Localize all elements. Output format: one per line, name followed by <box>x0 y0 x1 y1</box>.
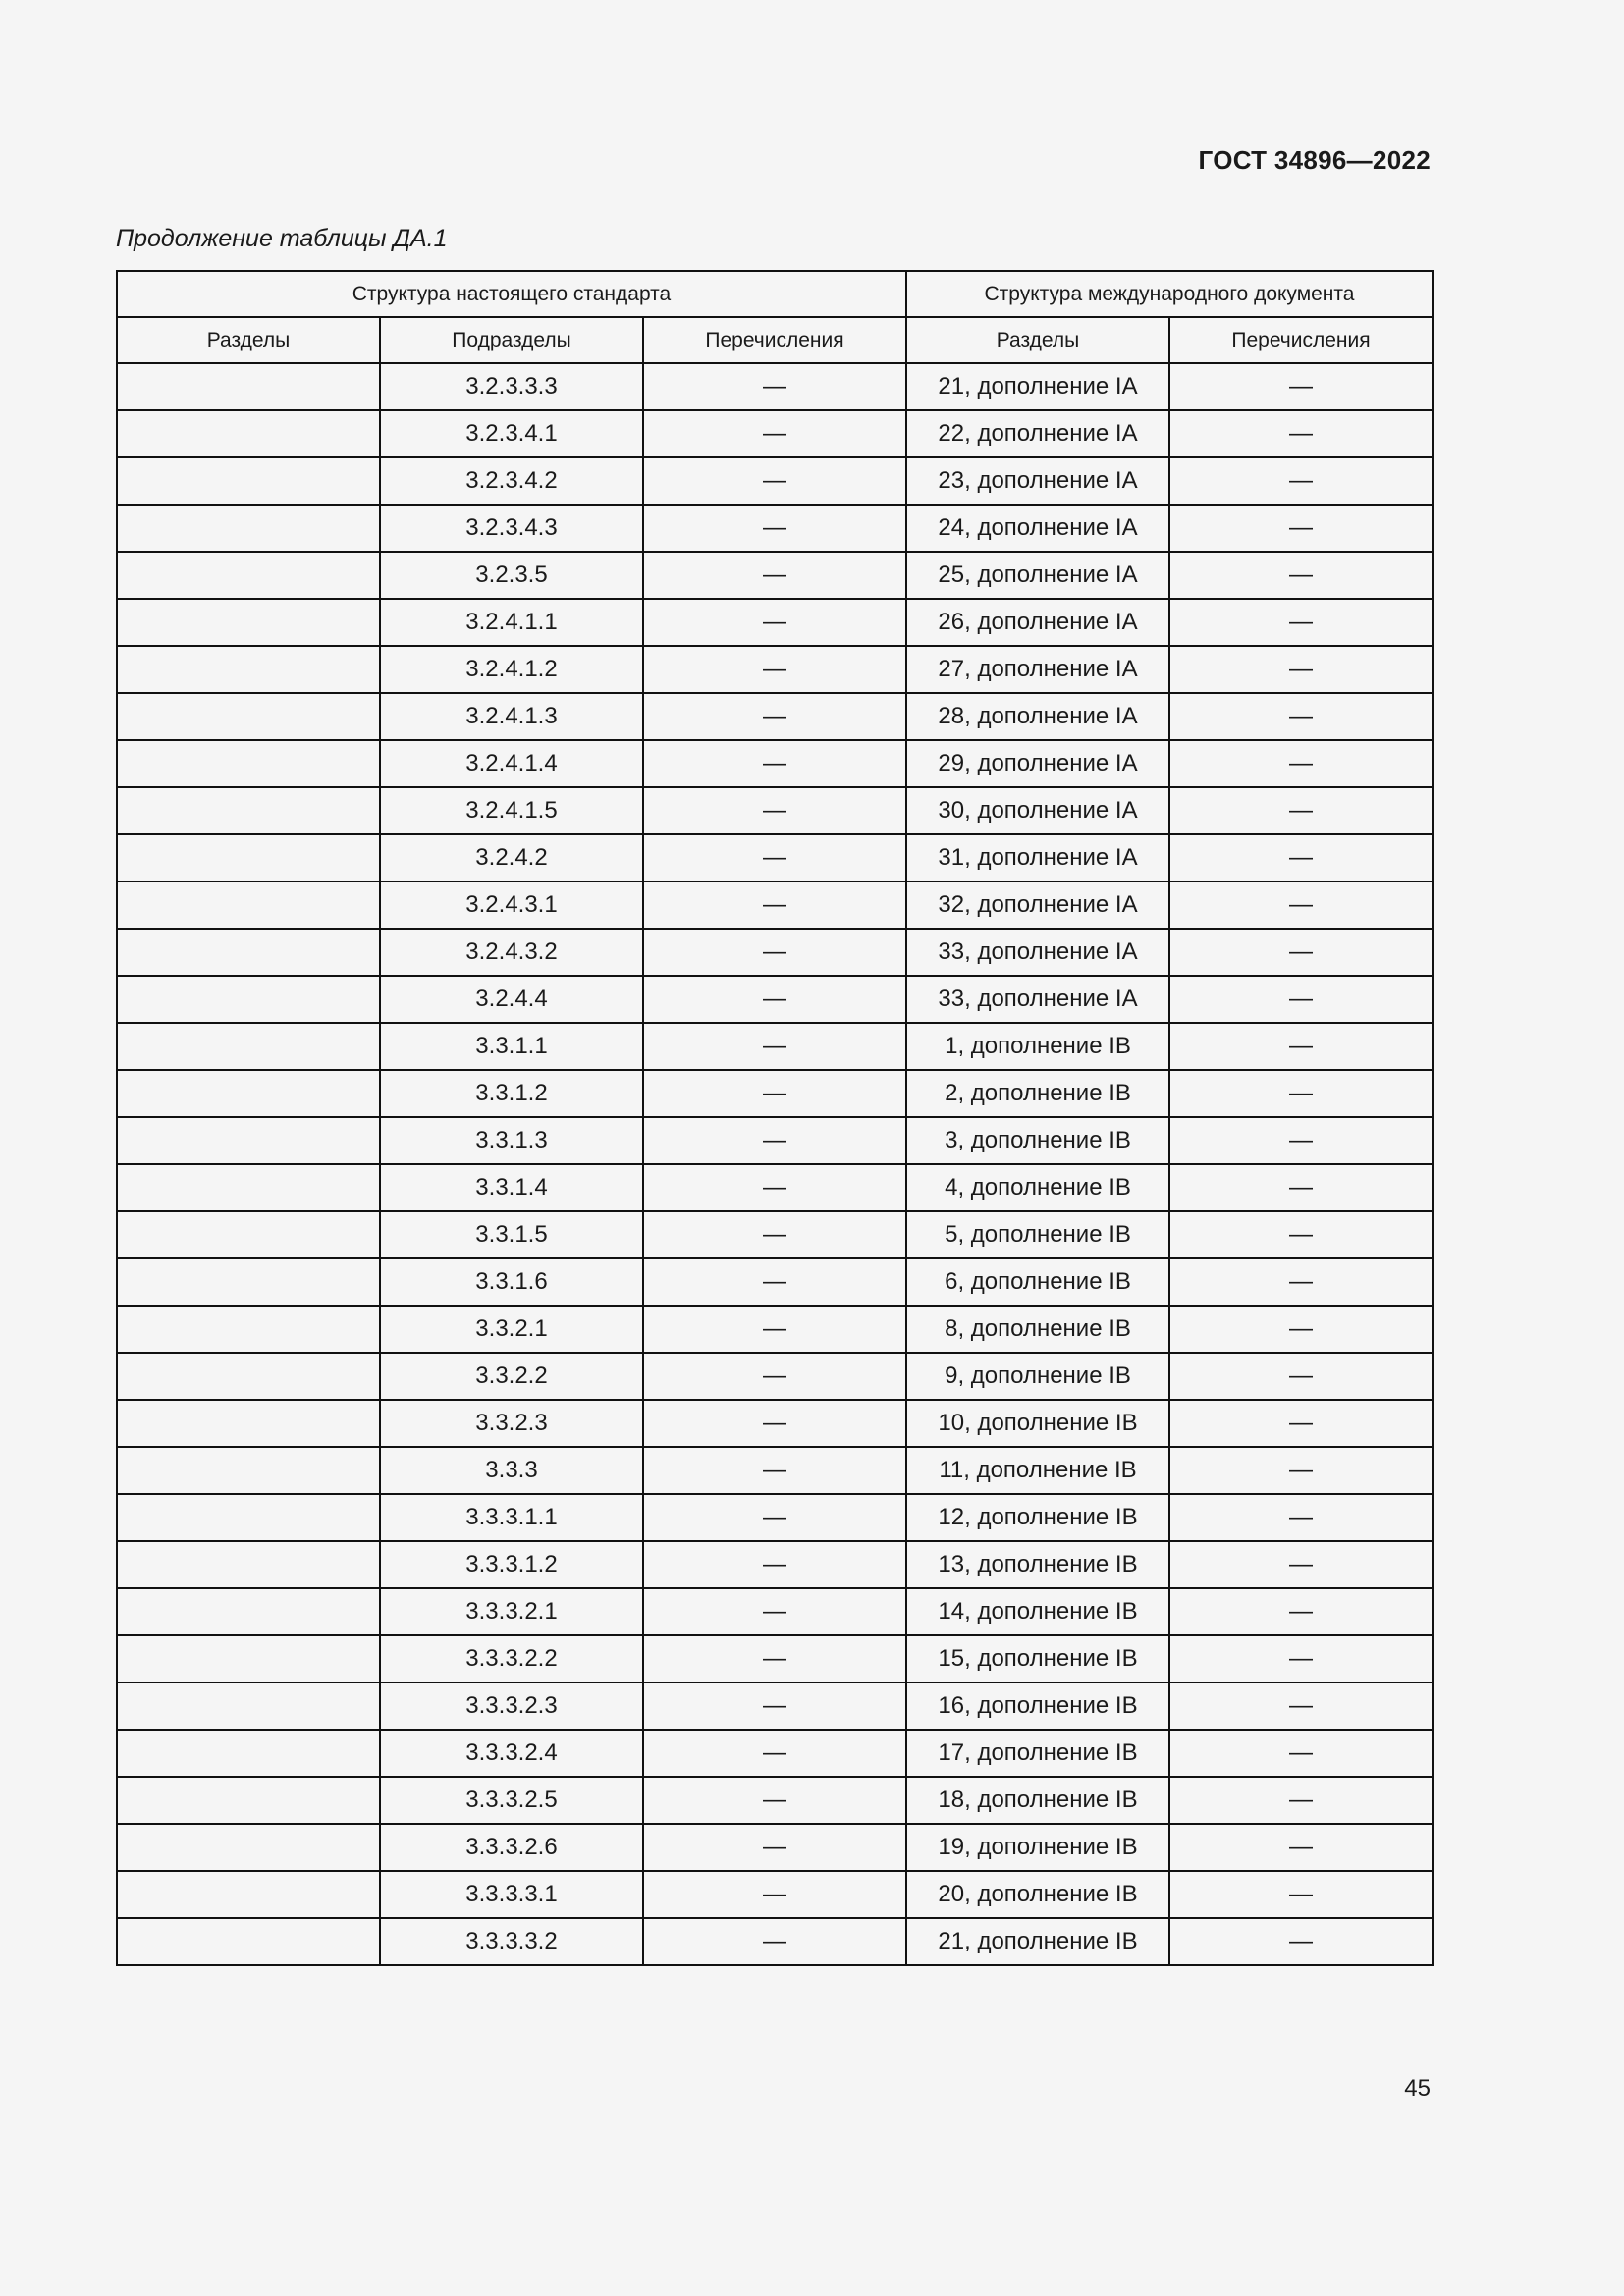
table-row <box>117 929 1433 976</box>
cell-intl-enumeration: — <box>1169 1918 1433 1965</box>
cell-intl-enumeration: — <box>1169 740 1433 787</box>
cell-intl-section: 27, дополнение IA <box>906 646 1169 693</box>
table-row <box>117 1306 1433 1353</box>
cell-enumeration: — <box>643 410 906 457</box>
cell-subsection: 3.2.4.3.2 <box>380 929 643 976</box>
cell-intl-enumeration: — <box>1169 646 1433 693</box>
table-row <box>117 505 1433 552</box>
table-row <box>117 1070 1433 1117</box>
cell-section <box>117 410 380 457</box>
cell-intl-enumeration: — <box>1169 505 1433 552</box>
cell-section <box>117 787 380 834</box>
table-row <box>117 834 1433 881</box>
cell-section <box>117 1588 380 1635</box>
table-body <box>117 363 1433 1965</box>
cell-intl-enumeration: — <box>1169 1494 1433 1541</box>
cell-enumeration: — <box>643 1306 906 1353</box>
structure-comparison-table <box>116 270 1434 1966</box>
cell-subsection: 3.2.3.3.3 <box>380 363 643 410</box>
cell-intl-section: 23, дополнение IA <box>906 457 1169 505</box>
cell-section <box>117 1023 380 1070</box>
cell-intl-enumeration: — <box>1169 787 1433 834</box>
cell-intl-section: 19, дополнение IB <box>906 1824 1169 1871</box>
cell-intl-section: 10, дополнение IB <box>906 1400 1169 1447</box>
group-header-row <box>117 271 1433 317</box>
cell-intl-enumeration: — <box>1169 1211 1433 1258</box>
cell-subsection: 3.3.2.3 <box>380 1400 643 1447</box>
cell-intl-enumeration: — <box>1169 1588 1433 1635</box>
cell-intl-enumeration: — <box>1169 1730 1433 1777</box>
cell-section <box>117 363 380 410</box>
cell-intl-section: 29, дополнение IA <box>906 740 1169 787</box>
table-row <box>117 1871 1433 1918</box>
cell-section <box>117 1824 380 1871</box>
cell-intl-section: 16, дополнение IB <box>906 1682 1169 1730</box>
cell-subsection: 3.3.3 <box>380 1447 643 1494</box>
cell-intl-enumeration: — <box>1169 599 1433 646</box>
cell-intl-section: 2, дополнение IB <box>906 1070 1169 1117</box>
cell-enumeration: — <box>643 599 906 646</box>
cell-subsection: 3.3.1.2 <box>380 1070 643 1117</box>
cell-enumeration: — <box>643 834 906 881</box>
table-caption: Продолжение таблицы ДА.1 <box>116 225 448 252</box>
cell-intl-enumeration: — <box>1169 1871 1433 1918</box>
cell-subsection: 3.3.2.1 <box>380 1306 643 1353</box>
cell-enumeration: — <box>643 1871 906 1918</box>
cell-enumeration: — <box>643 787 906 834</box>
table-row <box>117 1918 1433 1965</box>
table-row <box>117 1447 1433 1494</box>
cell-subsection: 3.2.3.5 <box>380 552 643 599</box>
table-row <box>117 1400 1433 1447</box>
cell-intl-section: 4, дополнение IB <box>906 1164 1169 1211</box>
column-header-enumerations: Перечисления <box>643 317 906 363</box>
cell-subsection: 3.3.3.2.6 <box>380 1824 643 1871</box>
cell-intl-section: 33, дополнение IA <box>906 929 1169 976</box>
group-header-international: Структура международного документа <box>906 271 1433 317</box>
cell-subsection: 3.2.4.2 <box>380 834 643 881</box>
cell-intl-enumeration: — <box>1169 976 1433 1023</box>
table-row <box>117 646 1433 693</box>
cell-enumeration: — <box>643 1682 906 1730</box>
cell-intl-section: 8, дополнение IB <box>906 1306 1169 1353</box>
table-row <box>117 787 1433 834</box>
cell-intl-enumeration: — <box>1169 1824 1433 1871</box>
table-row <box>117 1211 1433 1258</box>
cell-subsection: 3.3.3.3.2 <box>380 1918 643 1965</box>
cell-enumeration: — <box>643 976 906 1023</box>
cell-section <box>117 1447 380 1494</box>
cell-intl-section: 11, дополнение IB <box>906 1447 1169 1494</box>
cell-section <box>117 1730 380 1777</box>
table-row <box>117 1682 1433 1730</box>
cell-intl-section: 15, дополнение IB <box>906 1635 1169 1682</box>
table-row <box>117 740 1433 787</box>
cell-section <box>117 457 380 505</box>
column-header-intl-sections: Разделы <box>906 317 1169 363</box>
table-row <box>117 693 1433 740</box>
cell-section <box>117 1211 380 1258</box>
cell-section <box>117 1400 380 1447</box>
cell-section <box>117 1306 380 1353</box>
cell-enumeration: — <box>643 1211 906 1258</box>
cell-intl-enumeration: — <box>1169 1447 1433 1494</box>
cell-enumeration: — <box>643 1824 906 1871</box>
column-header-subsections: Подразделы <box>380 317 643 363</box>
cell-intl-section: 1, дополнение IB <box>906 1023 1169 1070</box>
cell-intl-section: 21, дополнение IB <box>906 1918 1169 1965</box>
cell-intl-section: 24, дополнение IA <box>906 505 1169 552</box>
cell-intl-section: 26, дополнение IA <box>906 599 1169 646</box>
cell-subsection: 3.2.4.3.1 <box>380 881 643 929</box>
cell-intl-section: 17, дополнение IB <box>906 1730 1169 1777</box>
cell-enumeration: — <box>643 1164 906 1211</box>
table-row <box>117 1730 1433 1777</box>
cell-section <box>117 1353 380 1400</box>
cell-intl-enumeration: — <box>1169 1682 1433 1730</box>
cell-intl-section: 3, дополнение IB <box>906 1117 1169 1164</box>
cell-enumeration: — <box>643 1777 906 1824</box>
cell-subsection: 3.2.4.1.2 <box>380 646 643 693</box>
cell-subsection: 3.2.3.4.2 <box>380 457 643 505</box>
table-row <box>117 976 1433 1023</box>
column-header-intl-enumerations: Перечисления <box>1169 317 1433 363</box>
cell-intl-enumeration: — <box>1169 1635 1433 1682</box>
column-header-row <box>117 317 1433 363</box>
cell-enumeration: — <box>643 363 906 410</box>
cell-enumeration: — <box>643 1541 906 1588</box>
cell-enumeration: — <box>643 1353 906 1400</box>
cell-intl-enumeration: — <box>1169 1541 1433 1588</box>
cell-enumeration: — <box>643 1918 906 1965</box>
cell-enumeration: — <box>643 1258 906 1306</box>
cell-intl-section: 30, дополнение IA <box>906 787 1169 834</box>
cell-section <box>117 929 380 976</box>
cell-section <box>117 552 380 599</box>
cell-section <box>117 976 380 1023</box>
cell-intl-section: 28, дополнение IA <box>906 693 1169 740</box>
cell-section <box>117 1117 380 1164</box>
cell-enumeration: — <box>643 505 906 552</box>
cell-section <box>117 646 380 693</box>
cell-subsection: 3.3.1.3 <box>380 1117 643 1164</box>
cell-intl-enumeration: — <box>1169 552 1433 599</box>
cell-subsection: 3.3.1.4 <box>380 1164 643 1211</box>
cell-subsection: 3.2.4.4 <box>380 976 643 1023</box>
table-row <box>117 1164 1433 1211</box>
cell-enumeration: — <box>643 1494 906 1541</box>
cell-enumeration: — <box>643 1117 906 1164</box>
cell-intl-section: 33, дополнение IA <box>906 976 1169 1023</box>
cell-subsection: 3.3.1.1 <box>380 1023 643 1070</box>
cell-intl-enumeration: — <box>1169 1258 1433 1306</box>
cell-section <box>117 1494 380 1541</box>
cell-subsection: 3.3.3.2.4 <box>380 1730 643 1777</box>
cell-enumeration: — <box>643 1447 906 1494</box>
cell-intl-enumeration: — <box>1169 1117 1433 1164</box>
cell-intl-section: 32, дополнение IA <box>906 881 1169 929</box>
cell-intl-enumeration: — <box>1169 929 1433 976</box>
table-row <box>117 1635 1433 1682</box>
cell-enumeration: — <box>643 740 906 787</box>
table-header <box>117 271 1433 363</box>
cell-intl-section: 22, дополнение IA <box>906 410 1169 457</box>
cell-intl-section: 31, дополнение IA <box>906 834 1169 881</box>
table-row <box>117 410 1433 457</box>
table-row <box>117 1117 1433 1164</box>
cell-subsection: 3.3.3.2.3 <box>380 1682 643 1730</box>
cell-subsection: 3.3.3.1.2 <box>380 1541 643 1588</box>
cell-section <box>117 834 380 881</box>
cell-intl-enumeration: — <box>1169 1164 1433 1211</box>
cell-section <box>117 1070 380 1117</box>
cell-subsection: 3.2.3.4.1 <box>380 410 643 457</box>
table-row <box>117 1258 1433 1306</box>
table-row <box>117 1494 1433 1541</box>
cell-section <box>117 1918 380 1965</box>
column-header-sections: Разделы <box>117 317 380 363</box>
cell-subsection: 3.3.3.2.5 <box>380 1777 643 1824</box>
table-row <box>117 1541 1433 1588</box>
cell-section <box>117 1541 380 1588</box>
cell-section <box>117 1635 380 1682</box>
cell-subsection: 3.2.4.1.3 <box>380 693 643 740</box>
cell-intl-enumeration: — <box>1169 1070 1433 1117</box>
cell-intl-section: 12, дополнение IB <box>906 1494 1169 1541</box>
cell-subsection: 3.3.3.2.2 <box>380 1635 643 1682</box>
table-row <box>117 363 1433 410</box>
cell-intl-enumeration: — <box>1169 1400 1433 1447</box>
cell-section <box>117 1777 380 1824</box>
cell-section <box>117 1871 380 1918</box>
cell-intl-section: 9, дополнение IB <box>906 1353 1169 1400</box>
cell-section <box>117 1682 380 1730</box>
cell-intl-section: 13, дополнение IB <box>906 1541 1169 1588</box>
cell-subsection: 3.2.4.1.4 <box>380 740 643 787</box>
cell-intl-enumeration: — <box>1169 1353 1433 1400</box>
document-header: ГОСТ 34896—2022 <box>1198 145 1431 175</box>
cell-section <box>117 599 380 646</box>
table-row <box>117 1353 1433 1400</box>
cell-subsection: 3.2.3.4.3 <box>380 505 643 552</box>
cell-intl-section: 18, дополнение IB <box>906 1777 1169 1824</box>
cell-enumeration: — <box>643 457 906 505</box>
table-row <box>117 1777 1433 1824</box>
table-row <box>117 881 1433 929</box>
table-row <box>117 599 1433 646</box>
cell-intl-enumeration: — <box>1169 410 1433 457</box>
table-row <box>117 552 1433 599</box>
cell-enumeration: — <box>643 1588 906 1635</box>
cell-subsection: 3.3.1.6 <box>380 1258 643 1306</box>
cell-subsection: 3.3.3.2.1 <box>380 1588 643 1635</box>
cell-subsection: 3.2.4.1.5 <box>380 787 643 834</box>
table-row <box>117 1824 1433 1871</box>
cell-enumeration: — <box>643 1730 906 1777</box>
cell-intl-section: 14, дополнение IB <box>906 1588 1169 1635</box>
table-row <box>117 1023 1433 1070</box>
cell-intl-section: 25, дополнение IA <box>906 552 1169 599</box>
cell-subsection: 3.2.4.1.1 <box>380 599 643 646</box>
cell-section <box>117 505 380 552</box>
group-header-national: Структура настоящего стандарта <box>117 271 906 317</box>
cell-intl-enumeration: — <box>1169 881 1433 929</box>
cell-subsection: 3.3.3.1.1 <box>380 1494 643 1541</box>
table-row <box>117 457 1433 505</box>
cell-section <box>117 1164 380 1211</box>
cell-enumeration: — <box>643 1635 906 1682</box>
cell-enumeration: — <box>643 552 906 599</box>
cell-intl-section: 20, дополнение IB <box>906 1871 1169 1918</box>
cell-section <box>117 1258 380 1306</box>
cell-subsection: 3.3.3.3.1 <box>380 1871 643 1918</box>
page-number: 45 <box>1404 2075 1431 2102</box>
cell-section <box>117 740 380 787</box>
cell-enumeration: — <box>643 1023 906 1070</box>
cell-intl-enumeration: — <box>1169 834 1433 881</box>
cell-intl-section: 6, дополнение IB <box>906 1258 1169 1306</box>
cell-intl-enumeration: — <box>1169 1023 1433 1070</box>
cell-intl-enumeration: — <box>1169 693 1433 740</box>
cell-subsection: 3.3.1.5 <box>380 1211 643 1258</box>
cell-enumeration: — <box>643 693 906 740</box>
cell-enumeration: — <box>643 929 906 976</box>
cell-enumeration: — <box>643 646 906 693</box>
cell-intl-section: 5, дополнение IB <box>906 1211 1169 1258</box>
cell-section <box>117 693 380 740</box>
cell-intl-section: 21, дополнение IA <box>906 363 1169 410</box>
cell-enumeration: — <box>643 1400 906 1447</box>
cell-intl-enumeration: — <box>1169 363 1433 410</box>
cell-section <box>117 881 380 929</box>
cell-enumeration: — <box>643 1070 906 1117</box>
cell-intl-enumeration: — <box>1169 457 1433 505</box>
table-row <box>117 1588 1433 1635</box>
cell-intl-enumeration: — <box>1169 1777 1433 1824</box>
cell-intl-enumeration: — <box>1169 1306 1433 1353</box>
cell-subsection: 3.3.2.2 <box>380 1353 643 1400</box>
cell-enumeration: — <box>643 881 906 929</box>
